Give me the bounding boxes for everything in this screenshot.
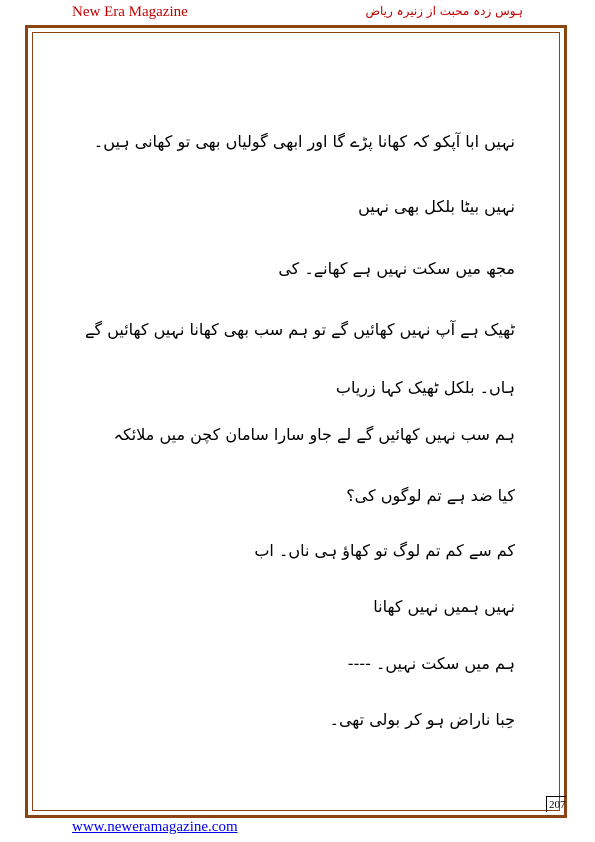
story-line: کیا ضد ہے تم لوگوں کی؟	[346, 486, 515, 505]
story-line: کم سے کم تم لوگ تو کھاؤ ہی ناں۔ اب	[254, 541, 515, 560]
story-line: نہیں ابا آپکو کہ کھانا پڑے گا اور ابھی گولیاں بھی تو کھانی ہیں۔	[93, 132, 515, 151]
story-line: ہم سب نہیں کھائیں گے لے جاو سارا سامان کچن میں ملائکہ	[113, 425, 515, 444]
website-link[interactable]: www.neweramagazine.com	[72, 819, 238, 835]
story-line: ہاں۔ بلکل ٹھیک کہا زریاب	[335, 378, 515, 397]
magazine-title: New Era Magazine	[72, 4, 188, 20]
page-number: 207	[546, 796, 566, 812]
story-line: ٹھیک ہے آپ نہیں کھائیں گے تو ہم سب بھی کھانا نہیں کھائیں گے	[85, 320, 515, 339]
story-title: ہوس زدہ محبت از زنیرہ ریاض	[365, 4, 523, 18]
story-line: نہیں بیٹا بلکل بھی نہیں	[358, 197, 515, 216]
story-line: نہیں ہمیں نہیں کھانا	[373, 597, 515, 616]
story-line: مجھ میں سکت نہیں ہے کھانے۔ کی	[278, 259, 515, 278]
story-line: حِبا ناراض ہو کر بولی تھی۔	[329, 710, 515, 729]
story-line: ہم میں سکت نہیں۔ ----	[347, 654, 515, 673]
